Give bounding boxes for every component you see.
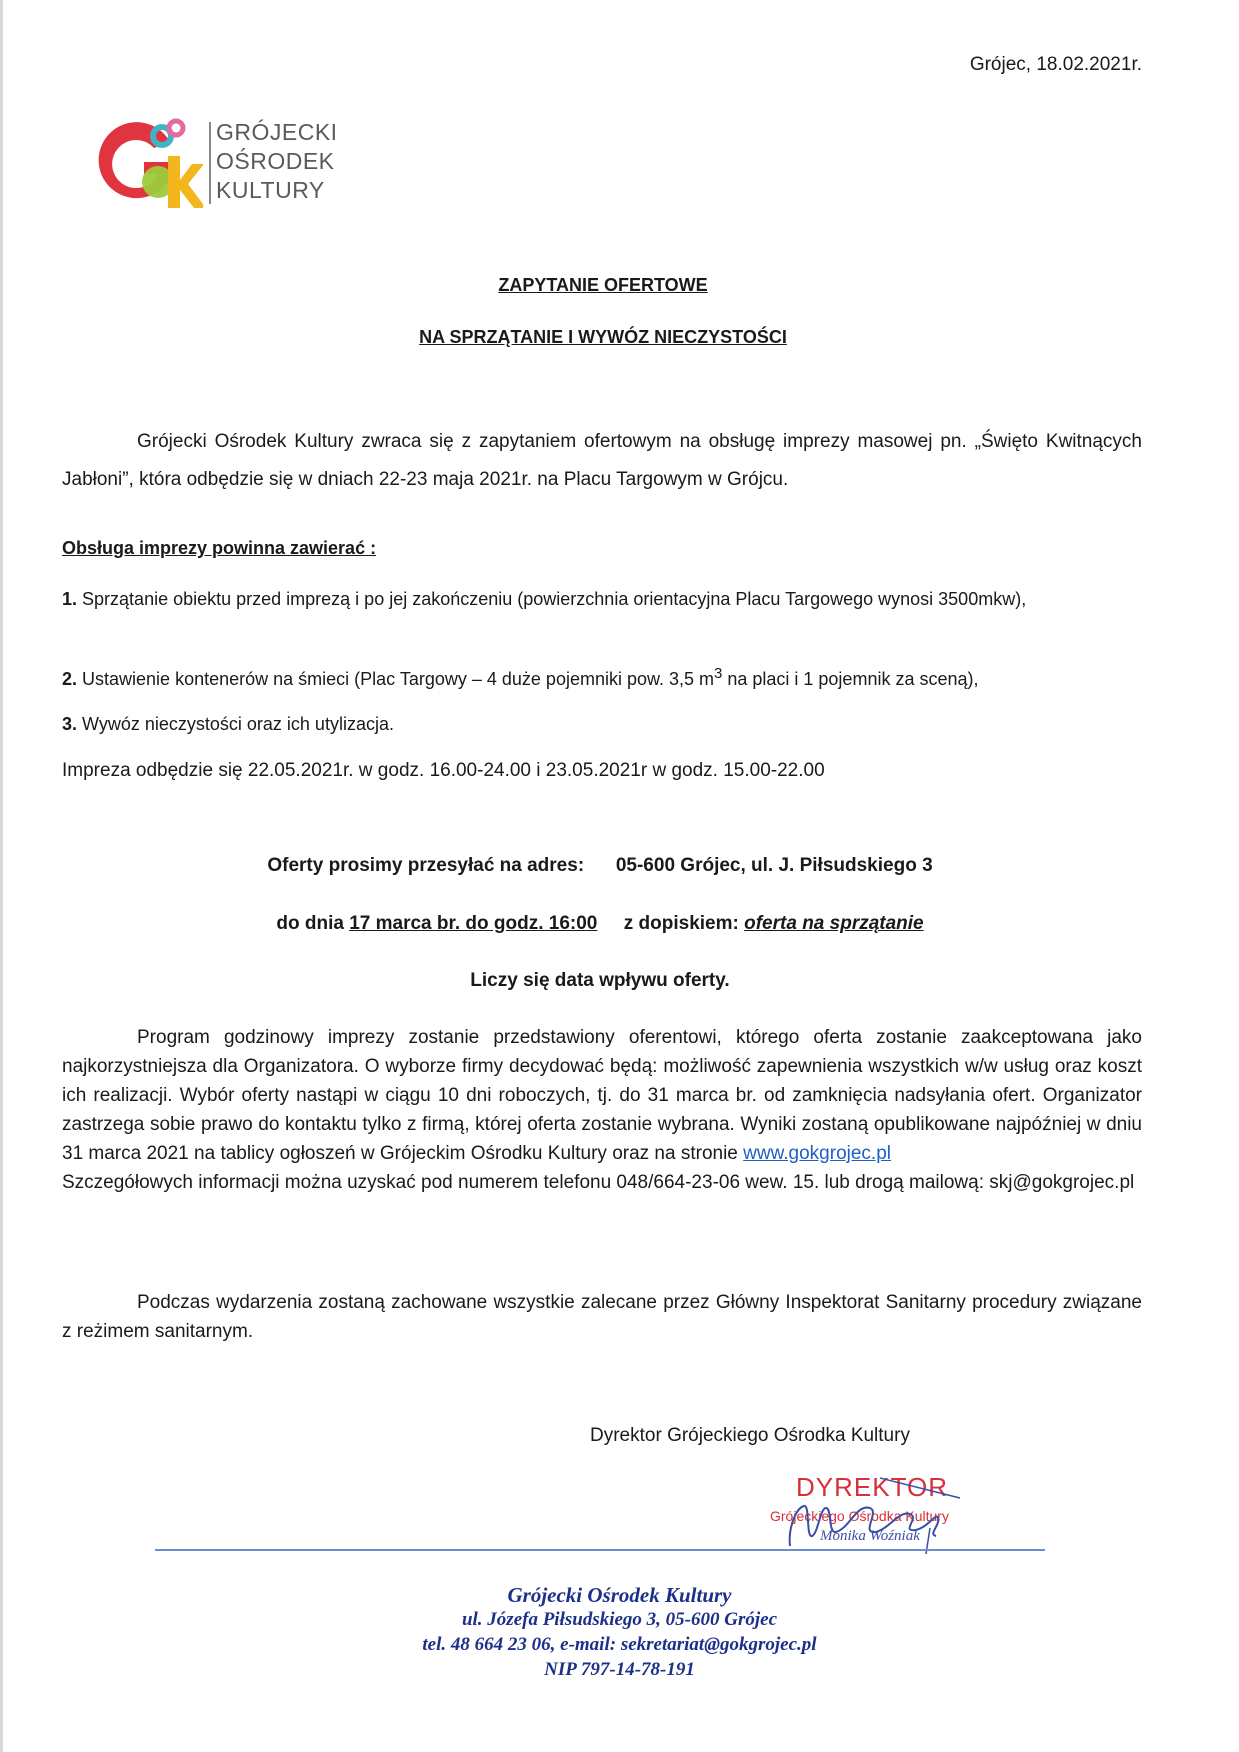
logo-line-1: GRÓJECKI xyxy=(216,119,338,145)
scope-item-text-end: na placi i 1 pojemnik za sceną), xyxy=(722,669,979,689)
footer-nip: NIP 797-14-78-191 xyxy=(544,1659,695,1680)
logo-divider xyxy=(209,122,211,204)
offer-address: 05-600 Grójec, ul. J. Piłsudskiego 3 xyxy=(615,855,933,876)
scope-item-text: Ustawienie kontenerów na śmieci (Plac Targowy – 4 duże pojemniki pow. 3,5 m xyxy=(82,669,715,689)
deadline-prefix: do dnia xyxy=(276,913,350,934)
receipt-note: Liczy się data wpływu oferty. xyxy=(470,970,730,991)
scope-item-number: 3. xyxy=(62,714,78,734)
footer-address: ul. Józefa Piłsudskiego 3, 05-600 Grójec xyxy=(461,1609,778,1630)
signature-title: Dyrektor Grójeckiego Ośrodka Kultury xyxy=(590,1425,910,1446)
superscript: 3 xyxy=(714,665,723,682)
scope-item-2 xyxy=(62,660,1142,693)
scope-item-text: Wywóz nieczystości oraz ich utylizacja. xyxy=(82,714,394,734)
logo-line-3: KULTURY xyxy=(216,177,325,203)
offer-address-line xyxy=(0,855,1200,877)
offer-deadline: 17 marca br. do godz. 16:00 xyxy=(349,913,598,934)
footer-divider xyxy=(155,1549,1045,1551)
logo-wordmark xyxy=(216,118,338,205)
scope-item-number: 2. xyxy=(62,669,78,689)
scope-heading: Obsługa imprezy powinna zawierać : xyxy=(62,538,377,558)
logo-line-2: OŚRODEK xyxy=(216,148,335,174)
document-title: ZAPYTANIE OFERTOWE xyxy=(498,275,708,295)
document-date: Grójec, 18.02.2021r. xyxy=(969,54,1142,75)
details-text: Program godzinowy imprezy zostanie przedstawiony oferentowi, którego oferta zostanie zaakceptowana jako najkorzystniejsza dla Organizatora. O wyborze firmy decydować będą: możliwość zapewnienia wszystkich w/w usług oraz koszt ich realizacji. Wybór oferty nastąpi w ciągu 10 dni roboczych, tj. do 31 marca br. od zamknięcia nadsyłania ofert. Organizator zastrzega sobie prawo do kontaktu tylko z firmą, której oferta zostanie wybrana. Wyniki zostaną opublikowane najpóźniej w dniu 31 marca 2021 na tablicy ogłoszeń w Grójeckim Ośrodku Kultury oraz na stronie xyxy=(62,1027,1142,1164)
website-link[interactable]: www.gokgrojec.pl xyxy=(743,1143,891,1164)
document-subtitle: NA SPRZĄTANIE I WYWÓZ NIECZYSTOŚCI xyxy=(419,327,787,347)
offer-address-label: Oferty prosimy przesyłać na adres: xyxy=(267,855,585,876)
event-times: Impreza odbędzie się 22.05.2021r. w godz. 16.00-24.00 i 23.05.2021r w godz. 15.00-22.00 xyxy=(62,760,825,781)
sanitary-paragraph: Podczas wydarzenia zostaną zachowane wszystkie zalecane przez Główny Inspektorat Sanitarny procedury związane z reżimem sanitarnym. xyxy=(62,1292,1142,1342)
contact-text: Szczegółowych informacji można uzyskać pod numerem telefonu 048/664-23-06 wew. 15. lub drogą mailową: skj@gokgrojec.pl xyxy=(62,1172,1135,1193)
offer-note: oferta na sprzątanie xyxy=(744,913,924,934)
footer-org-name: Grójecki Ośrodek Kultury xyxy=(507,1583,732,1607)
scope-item-text: Sprzątanie obiektu przed imprezą i po jej zakończeniu (powierzchnia orientacyjna Placu Targowego wynosi 3500mkw), xyxy=(82,589,1027,609)
offer-deadline-line xyxy=(0,913,1200,935)
scope-item-3 xyxy=(62,710,1142,738)
scope-item-number: 1. xyxy=(62,589,78,609)
stamp-subtitle: Grójeckiego Ośrodka Kultury xyxy=(770,1508,949,1524)
footer-contact: tel. 48 664 23 06, e-mail: sekretariat@gokgrojec.pl xyxy=(422,1634,817,1655)
intro-paragraph: Grójecki Ośrodek Kultury zwraca się z zapytaniem ofertowym na obsługę imprezy masowej pn. „Święto Kwitnących Jabłoni”, która odbędzie się w dniach 22-23 maja 2021r. na Placu Targowym w Grójcu. xyxy=(62,431,1142,490)
director-stamp xyxy=(760,1468,1010,1558)
stamp-name: Monika Woźniak xyxy=(820,1528,920,1544)
stamp-title: DYREKTOR xyxy=(796,1472,948,1502)
gok-logo xyxy=(88,112,358,212)
details-paragraph xyxy=(62,1023,1142,1197)
handwritten-signature xyxy=(760,1468,1010,1558)
gok-logo-mark xyxy=(88,112,203,212)
note-label: z dopiskiem: xyxy=(623,913,739,934)
scope-item-1 xyxy=(62,585,1142,613)
